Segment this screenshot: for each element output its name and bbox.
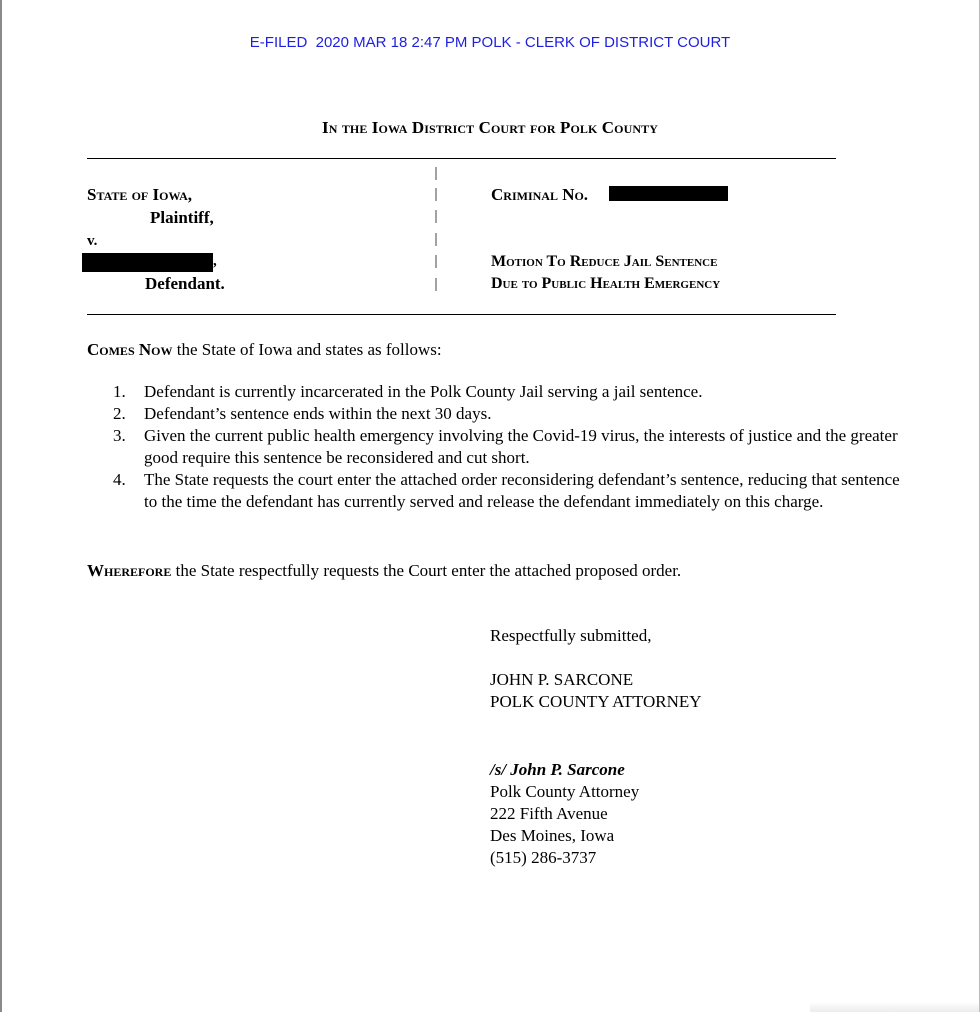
opening-text: the State of Iowa and states as follows:: [172, 340, 442, 359]
redacted-defendant-name: [82, 253, 213, 272]
list-item: [113, 469, 903, 513]
electronic-signature: /s/ John P. Sarcone: [490, 760, 625, 779]
numbered-list: [113, 381, 903, 513]
opening-lead: Comes Now: [87, 340, 173, 359]
wherefore-paragraph: [87, 560, 681, 582]
page-border-left: [0, 0, 2, 1012]
street-address: 222 Fifth Avenue: [490, 804, 608, 823]
caption-separator: |: [434, 276, 438, 292]
wherefore-text: the State respectfully requests the Court enter the attached proposed order.: [171, 561, 682, 580]
caption-separator: |: [434, 165, 438, 181]
phone-number: (515) 286-3737: [490, 848, 597, 867]
motion-title-line-2: Due to Public Health Emergency: [491, 275, 721, 292]
attorney-title: Polk County Attorney: [490, 782, 640, 801]
caption-separator: |: [434, 186, 438, 202]
defendant-role: Defendant.: [145, 274, 225, 293]
list-item-number: 2.: [113, 404, 126, 423]
caption-bottom-rule: [87, 314, 836, 315]
city-state: Des Moines, Iowa: [490, 826, 615, 845]
list-item: [113, 403, 903, 425]
caption-separator: |: [434, 253, 438, 269]
list-item: [113, 425, 903, 469]
motion-title-line-1: Motion To Reduce Jail Sentence: [491, 253, 718, 270]
list-item-number: 3.: [113, 426, 126, 445]
closing-text: Respectfully submitted,: [490, 626, 652, 645]
list-item-text: Defendant is currently incarcerated in the Polk County Jail serving a jail sentence.: [144, 382, 703, 401]
caption-separator: |: [434, 231, 438, 247]
page-shadow: [810, 1002, 980, 1012]
plaintiff-name: State of Iowa,: [87, 185, 193, 204]
attorney-title-caps: POLK COUNTY ATTORNEY: [490, 692, 702, 711]
list-item-number: 1.: [113, 382, 126, 401]
versus-label: v.: [87, 233, 98, 249]
list-item-text: Given the current public health emergency involving the Covid-19 virus, the interests of justice and the greater good require this sentence be reconsidered and cut short.: [144, 426, 898, 467]
criminal-number-label: Criminal No.: [491, 185, 589, 204]
list-item-text: The State requests the court enter the attached order reconsidering defendant’s sentence, reducing that sentence to the time the defendant has currently served and release the defendant immediately on this charge.: [144, 470, 900, 511]
caption-top-rule: [87, 158, 836, 159]
court-title: In the Iowa District Court for Polk County: [321, 118, 658, 137]
list-item-text: Defendant’s sentence ends within the next 30 days.: [144, 404, 492, 423]
plaintiff-role: Plaintiff,: [150, 208, 214, 227]
attorney-name-caps: JOHN P. SARCONE: [490, 670, 634, 689]
caption-separator: |: [434, 208, 438, 224]
opening-paragraph: [87, 339, 442, 361]
list-item-number: 4.: [113, 470, 126, 489]
efiled-stamp: E-FILED 2020 MAR 18 2:47 PM POLK - CLERK OF DISTRICT COURT: [249, 34, 731, 51]
redacted-case-number: [609, 186, 728, 201]
defendant-name-comma: ,: [213, 253, 217, 269]
list-item: [113, 381, 903, 403]
wherefore-lead: Wherefore: [87, 561, 172, 580]
